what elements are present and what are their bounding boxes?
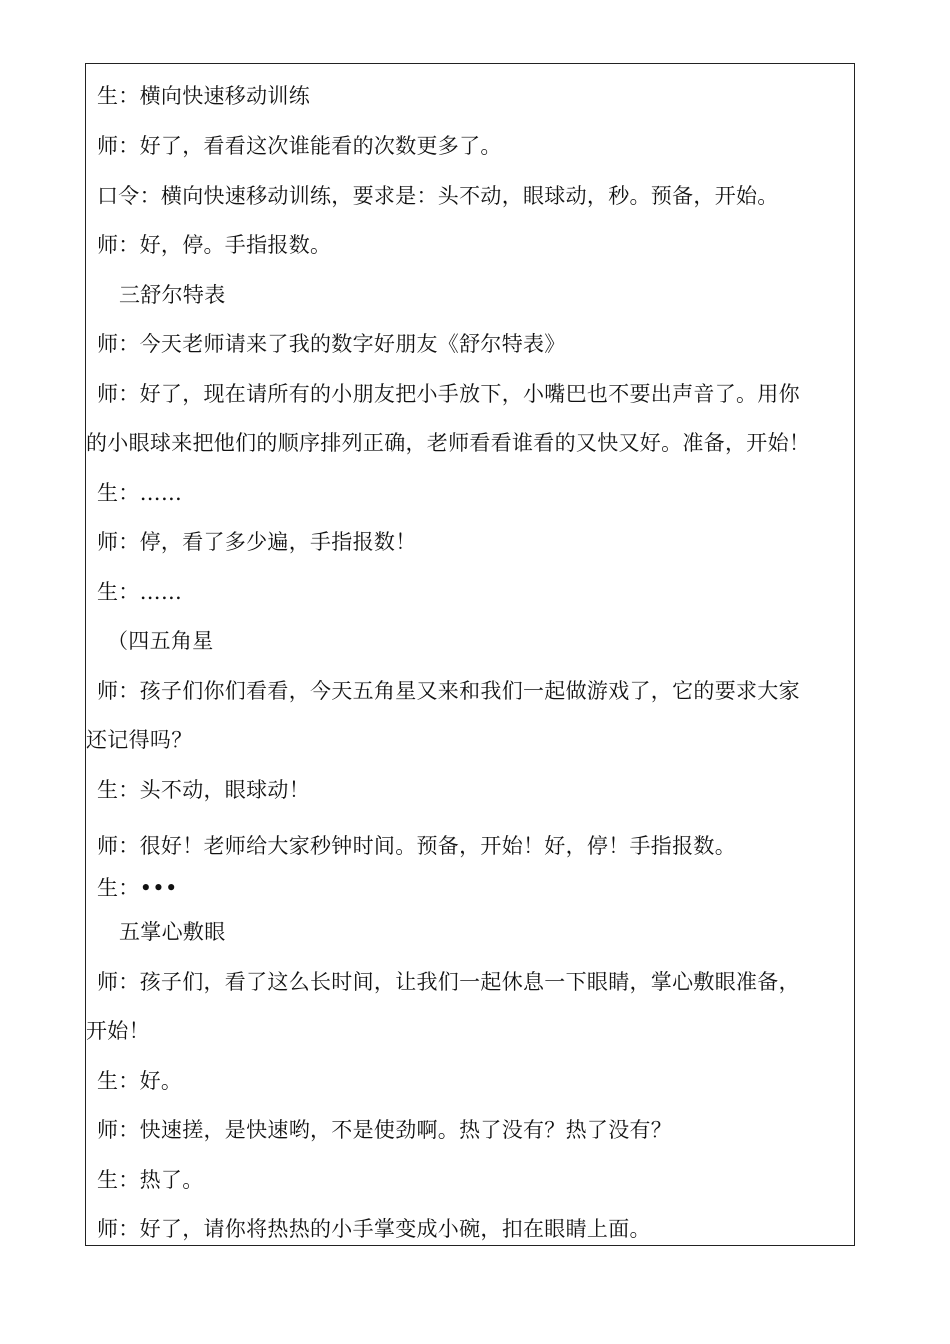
dialogue-line-continuation: 还记得吗？ bbox=[86, 728, 193, 752]
dialogue-line: 师：孩子们你们看看，今天五角星又来和我们一起做游戏了，它的要求大家 bbox=[97, 679, 800, 703]
dialogue-line: 师：停，看了多少遍，手指报数！ bbox=[97, 530, 417, 554]
dialogue-line: 生：…… bbox=[97, 580, 183, 604]
dialogue-line: 师：好了，请你将热热的小手掌变成小碗，扣在眼睛上面。 bbox=[97, 1217, 651, 1241]
dialogue-line: 生：头不动，眼球动！ bbox=[97, 778, 310, 802]
dialogue-line: 生：好。 bbox=[97, 1069, 183, 1093]
dialogue-line: 生：••• bbox=[97, 876, 178, 900]
dialogue-line: 师：快速搓，是快速哟，不是使劲啊。热了没有？热了没有？ bbox=[97, 1118, 673, 1142]
dialogue-line: 师：今天老师请来了我的数字好朋友《舒尔特表》 bbox=[97, 332, 566, 356]
dialogue-line: 生：热了。 bbox=[97, 1168, 204, 1192]
dialogue-line: 生：横向快速移动训练 bbox=[97, 84, 310, 108]
dialogue-line: 口令：横向快速移动训练，要求是：头不动，眼球动，秒。预备，开始。 bbox=[97, 184, 779, 208]
dialogue-line: 师：好了，看看这次谁能看的次数更多了。 bbox=[97, 134, 502, 158]
section-heading: 五掌心敷眼 bbox=[119, 920, 226, 944]
dialogue-line-continuation: 的小眼球来把他们的顺序排列正确，老师看看谁看的又快又好。准备，开始！ bbox=[86, 431, 811, 455]
section-heading: （四五角星 bbox=[107, 629, 214, 653]
dialogue-line: 师：好，停。手指报数。 bbox=[97, 233, 332, 257]
dialogue-line: 师：孩子们，看了这么长时间，让我们一起休息一下眼睛，掌心敷眼准备， bbox=[97, 970, 800, 994]
dialogue-line: 师：好了，现在请所有的小朋友把小手放下，小嘴巴也不要出声音了。用你 bbox=[97, 382, 800, 406]
dialogue-line: 生：…… bbox=[97, 481, 183, 505]
section-heading: 三舒尔特表 bbox=[119, 283, 226, 307]
dialogue-line: 师：很好！老师给大家秒钟时间。预备，开始！好，停！手指报数。 bbox=[97, 834, 736, 858]
dialogue-line-continuation: 开始！ bbox=[86, 1019, 150, 1043]
